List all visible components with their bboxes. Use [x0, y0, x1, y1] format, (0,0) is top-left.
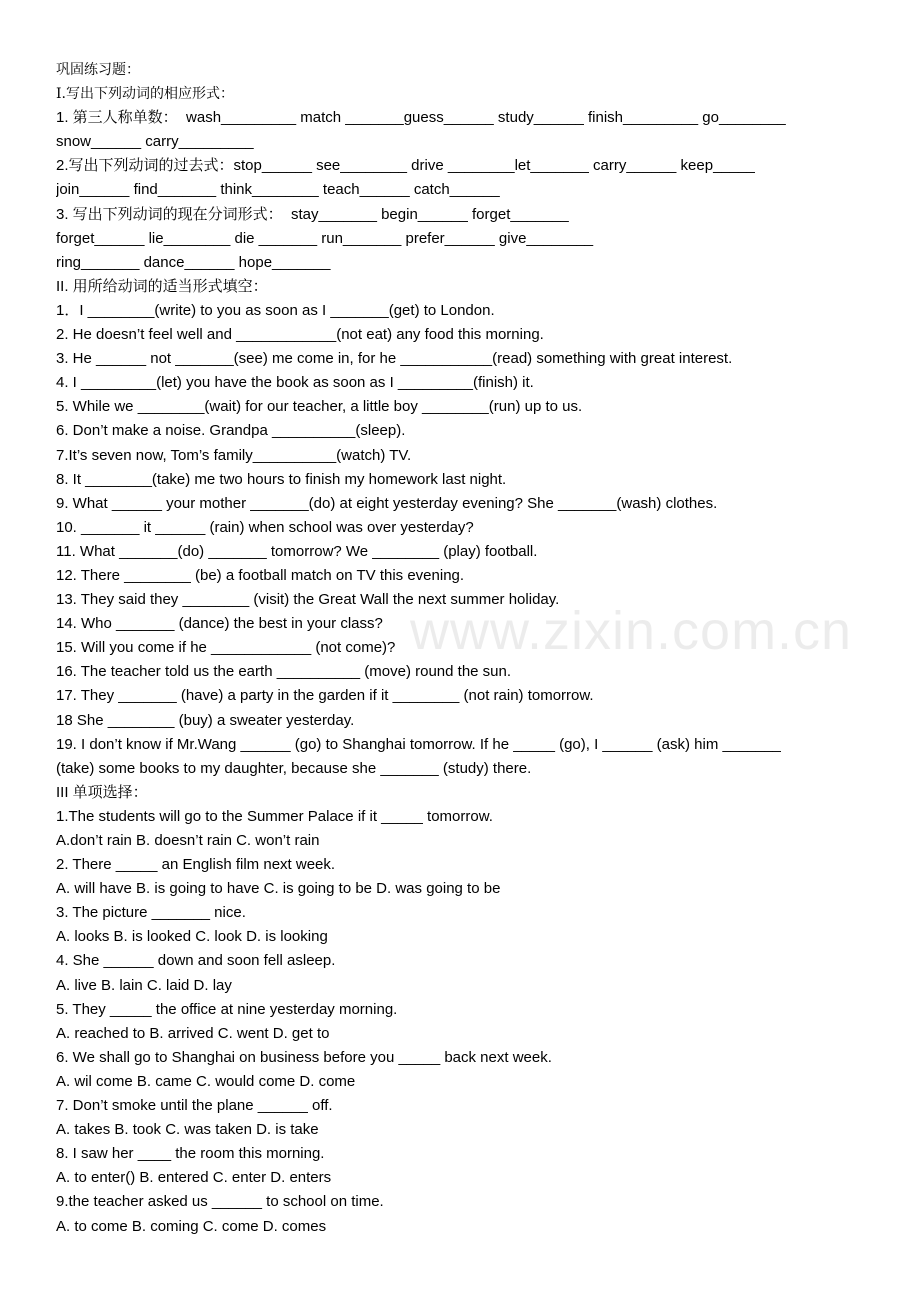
question-line: 10. _______ it ______ (rain) when school was over yesterday?	[56, 518, 474, 536]
options-line: A. takes B. took C. was taken D. is take	[56, 1121, 319, 1139]
exercise-line: 2.写出下列动词的过去式：stop______ see________ drive ________let_______ carry______ keep_____	[56, 157, 755, 175]
question-line: 17. They _______ (have) a party in the garden if it ________ (not rain) tomorrow.	[56, 687, 594, 705]
worksheet-title: 巩固练习题：	[56, 62, 140, 78]
section-3-heading: III 单项选择：	[56, 783, 148, 801]
question-line: 16. The teacher told us the earth __________ (move) round the sun.	[56, 663, 512, 681]
section-1-heading: I.写出下列动词的相应形式：	[56, 86, 234, 103]
question-line: 4. I _________(let) you have the book as soon as I _________(finish) it.	[56, 374, 534, 392]
question-line: (take) some books to my daughter, because she _______ (study) there.	[56, 759, 532, 777]
exercise-line: 3. 写出下列动词的现在分词形式： stay_______ begin______ forget_______	[56, 205, 569, 223]
options-line: A. to come B. coming C. come D. comes	[56, 1217, 327, 1235]
exercise-line: join______ find_______ think________ teach______ catch______	[56, 181, 500, 199]
options-line: A. will have B. is going to have C. is going to be D. was going to be	[56, 880, 501, 898]
question-line: 3. He ______ not _______(see) me come in, for he ___________(read) something with great interest.	[56, 350, 733, 368]
question-line: 8. I saw her ____ the room this morning.	[56, 1145, 325, 1163]
section-2-heading: II. 用所给动词的适当形式填空：	[56, 277, 268, 295]
options-line: A. reached to B. arrived C. went D. get to	[56, 1024, 330, 1042]
question-line: 12. There ________ (be) a football match on TV this evening.	[56, 566, 465, 584]
options-line: A.don’t rain B. doesn’t rain C. won’t rain	[56, 832, 320, 849]
question-line: 7. Don’t smoke until the plane ______ off.	[56, 1097, 333, 1115]
question-line: 6. Don’t make a noise. Grandpa __________(sleep).	[56, 422, 406, 440]
exercise-line: snow______ carry_________	[56, 133, 254, 151]
question-line: 8. It ________(take) me two hours to finish my homework last night.	[56, 470, 507, 488]
options-line: A. wil come B. came C. would come D. come	[56, 1072, 356, 1090]
question-line: 11. What _______(do) _______ tomorrow? We ________ (play) football.	[56, 542, 538, 560]
exercise-line: forget______ lie________ die _______ run_______ prefer______ give________	[56, 229, 594, 247]
question-line: 5. They _____ the office at nine yesterday morning.	[56, 1000, 398, 1018]
question-line: 9. What ______ your mother _______(do) at eight yesterday evening? She _______(wash) clothes.	[56, 494, 718, 512]
options-line: A. looks B. is looked C. look D. is looking	[56, 928, 328, 946]
question-line: 14. Who _______ (dance) the best in your class?	[56, 615, 383, 633]
question-line: 18 She ________ (buy) a sweater yesterday.	[56, 711, 355, 729]
exercise-line: ring_______ dance______ hope_______	[56, 253, 331, 271]
question-line: 2. There _____ an English film next week.	[56, 856, 336, 874]
question-line: 3. The picture _______ nice.	[56, 904, 246, 922]
watermark: www.zixin.com.cn	[410, 601, 853, 661]
question-line: 1.The students will go to the Summer Palace if it _____ tomorrow.	[56, 807, 493, 825]
question-line: 9.the teacher asked us ______ to school on time.	[56, 1193, 384, 1211]
question-line: 2. He doesn’t feel well and ____________(not eat) any food this morning.	[56, 326, 544, 344]
question-line: 5. While we ________(wait) for our teacher, a little boy ________(run) up to us.	[56, 398, 583, 416]
question-line: 6. We shall go to Shanghai on business before you _____ back next week.	[56, 1048, 552, 1066]
question-line: 13. They said they ________ (visit) the Great Wall the next summer holiday.	[56, 591, 560, 609]
question-line: 7.It’s seven now, Tom’s family__________(watch) TV.	[56, 446, 412, 464]
exercise-line: 1. 第三人称单数： wash_________ match _______guess______ study______ finish_________ go________	[56, 109, 786, 127]
question-line: 15. Will you come if he ____________ (not come)?	[56, 639, 396, 657]
question-line: 19. I don’t know if Mr.Wang ______ (go) to Shanghai tomorrow. If he _____ (go), I ______ (ask) him _______	[56, 735, 781, 753]
question-line: 1．I ________(write) to you as soon as I _______(get) to London.	[56, 301, 495, 319]
question-line: 4. She ______ down and soon fell asleep.	[56, 952, 336, 970]
options-line: A. live B. lain C. laid D. lay	[56, 976, 232, 994]
options-line: A. to enter() B. entered C. enter D. enters	[56, 1169, 332, 1187]
